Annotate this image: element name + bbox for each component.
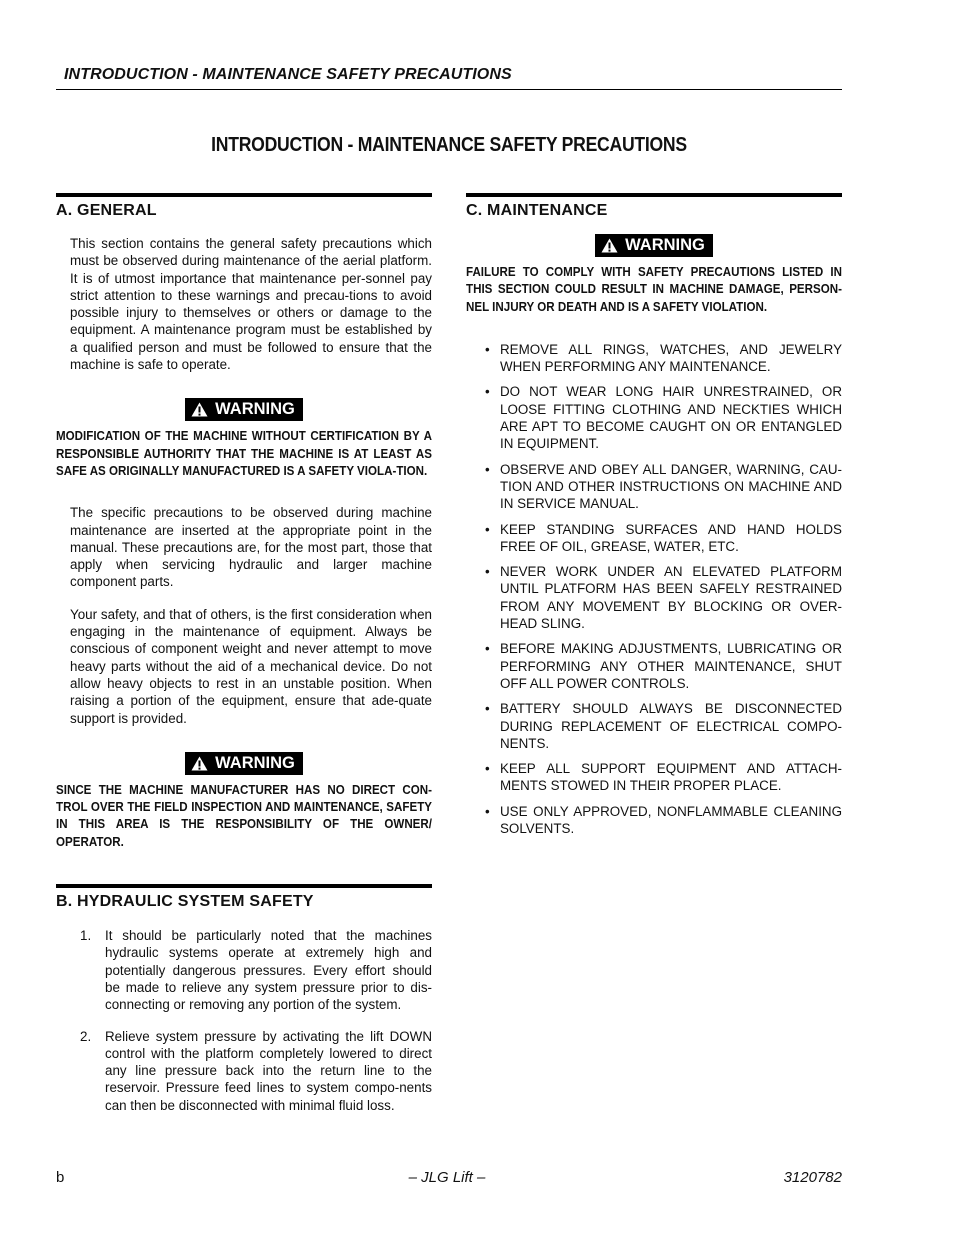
- section-c-rule: [466, 193, 842, 197]
- left-column: [56, 193, 432, 1114]
- list-item: [466, 341, 842, 376]
- list-item: [466, 700, 842, 752]
- list-item: [466, 563, 842, 632]
- item-number: 1.: [80, 928, 92, 944]
- item-text: KEEP ALL SUPPORT EQUIPMENT AND ATTACH-MENTS STOWED IN THEIR PROPER PLACE.: [500, 761, 842, 794]
- item-text: USE ONLY APPROVED, NONFLAMMABLE CLEANING SOLVENTS.: [500, 803, 842, 837]
- page-title: INTRODUCTION - MAINTENANCE SAFETY PRECAUTIONS: [211, 134, 687, 156]
- maintenance-precautions-list: [466, 341, 842, 837]
- warning-block-2: [56, 752, 432, 776]
- section-a-para-1: This section contains the general safety precautions which must be observed during maintenance of the aerial platform. It is of utmost importance that maintenance per-sonnel pay strict attention to these warnings and precau-tions to avoid possible injury to themselves or others or damage to the equipment. A maintenance program must be established by a qualified person and must be followed to ensure that the machine is safe to operate.: [70, 236, 432, 373]
- item-text: Relieve system pressure by activating the lift DOWN control with the platform completely lowered to direct any line pressure back into the return line to the reservoir. Pressure feed lines to system compo-nents can then be disconnected with minimal fluid loss.: [105, 1028, 432, 1113]
- item-text: BEFORE MAKING ADJUSTMENTS, LUBRICATING OR PERFORMING ANY OTHER MAINTENANCE, SHUT OFF ALL POWER CONTROLS.: [500, 641, 842, 691]
- warning-triangle-icon: [601, 238, 618, 253]
- item-text: NEVER WORK UNDER AN ELEVATED PLATFORM UNTIL PLATFORM HAS BEEN SAFELY RESTRAINED FROM ANY MOVEMENT BY BLOCKING OR OVER-HEAD SLING.: [500, 564, 842, 632]
- warning-text-2: SINCE THE MACHINE MANUFACTURER HAS NO DIRECT CON-TROL OVER THE FIELD INSPECTION AND MAINTENANCE, SAFETY IN THIS AREA IS THE RESPONSIBILITY OF THE OWNER/ OPERATOR.: [56, 782, 433, 849]
- warning-badge: [185, 398, 303, 421]
- list-item: [466, 521, 842, 556]
- section-a-rule: [56, 193, 432, 197]
- footer-publisher: – JLG Lift –: [408, 1169, 486, 1186]
- bullet-icon: •: [485, 803, 490, 819]
- warning-block-3: [466, 234, 842, 258]
- bullet-icon: •: [485, 341, 490, 357]
- bullet-icon: •: [485, 761, 490, 777]
- list-item: [466, 461, 842, 513]
- warning-label: WARNING: [215, 753, 295, 772]
- list-item: [56, 1028, 432, 1114]
- bullet-icon: •: [485, 701, 490, 717]
- item-text: OBSERVE AND OBEY ALL DANGER, WARNING, CAU-TION AND OTHER INSTRUCTIONS ON MACHINE AND IN SERVICE MANUAL.: [500, 461, 842, 512]
- item-number: 2.: [80, 1028, 92, 1044]
- bullet-icon: •: [485, 641, 490, 657]
- bullet-icon: •: [485, 461, 490, 477]
- bullet-icon: •: [485, 564, 490, 580]
- hydraulic-safety-list: [56, 927, 432, 1114]
- warning-triangle-icon: [191, 402, 208, 417]
- page-number: b: [56, 1169, 65, 1186]
- item-text: BATTERY SHOULD ALWAYS BE DISCONNECTED DURING REPLACEMENT OF ELECTRICAL COMPO-NENTS.: [500, 701, 842, 751]
- warning-triangle-icon: [191, 756, 208, 771]
- list-item: [466, 383, 842, 452]
- right-column: [466, 193, 842, 845]
- warning-label: WARNING: [625, 236, 705, 254]
- document-number: 3120782: [783, 1169, 842, 1186]
- section-a-para-2: The specific precautions to be observed during machine maintenance are inserted at the appropriate point in the manual. These precautions are, for the most part, those that apply when servicing hydraulic and larger machine component parts.: [70, 505, 432, 590]
- warning-text-3: FAILURE TO COMPLY WITH SAFETY PRECAUTIONS LISTED IN THIS SECTION COULD RESULT IN MACHINE DAMAGE, PERSON-NEL INJURY OR DEATH AND IS A SAFETY VIOLATION.: [466, 265, 843, 314]
- item-text: REMOVE ALL RINGS, WATCHES, AND JEWELRY WHEN PERFORMING ANY MAINTENANCE.: [500, 341, 842, 375]
- bullet-icon: •: [485, 384, 490, 400]
- item-text: KEEP STANDING SURFACES AND HAND HOLDS FREE OF OIL, GREASE, WATER, ETC.: [500, 521, 842, 554]
- section-c-heading: C. MAINTENANCE: [466, 202, 608, 219]
- warning-badge: [595, 234, 713, 257]
- list-item: [56, 927, 432, 1013]
- bullet-icon: •: [485, 521, 490, 537]
- list-item: [466, 760, 842, 795]
- section-a-heading: A. GENERAL: [56, 202, 157, 219]
- list-item: [466, 803, 842, 838]
- header-rule: [56, 89, 842, 90]
- warning-badge: [185, 752, 303, 775]
- section-b-rule: [56, 884, 432, 888]
- section-b-heading: B. HYDRAULIC SYSTEM SAFETY: [56, 893, 314, 911]
- warning-block-1: [56, 398, 432, 422]
- warning-text-1: MODIFICATION OF THE MACHINE WITHOUT CERTIFICATION BY A RESPONSIBLE AUTHORITY THAT THE MACHINE IS AT LEAST AS SAFE AS ORIGINALLY MANUFACTURED IS A SAFETY VIOLA-TION.: [56, 429, 433, 478]
- item-text: It should be particularly noted that the machines hydraulic systems operate at extremely high and potentially dangerous pressures. Every effort should be made to relieve any system pressure prior to dis-connecting or removing any portion of the system.: [105, 928, 432, 1013]
- running-header: INTRODUCTION - MAINTENANCE SAFETY PRECAUTIONS: [64, 66, 512, 83]
- section-a-para-3: Your safety, and that of others, is the first consideration when engaging in the maintenance of equipment. Always be conscious of component weight and never attempt to move heavy parts without the aid of a mechanical device. Do not allow heavy objects to rest in an unstable position. When raising a portion of the equipment, ensure that ade-quate support is provided.: [70, 606, 432, 726]
- item-text: DO NOT WEAR LONG HAIR UNRESTRAINED, OR LOOSE FITTING CLOTHING AND NECKTIES WHICH ARE APT TO BECOME CAUGHT ON OR ENTANGLED IN EQUIPMENT.: [500, 384, 842, 452]
- warning-label: WARNING: [215, 400, 295, 419]
- list-item: [466, 640, 842, 692]
